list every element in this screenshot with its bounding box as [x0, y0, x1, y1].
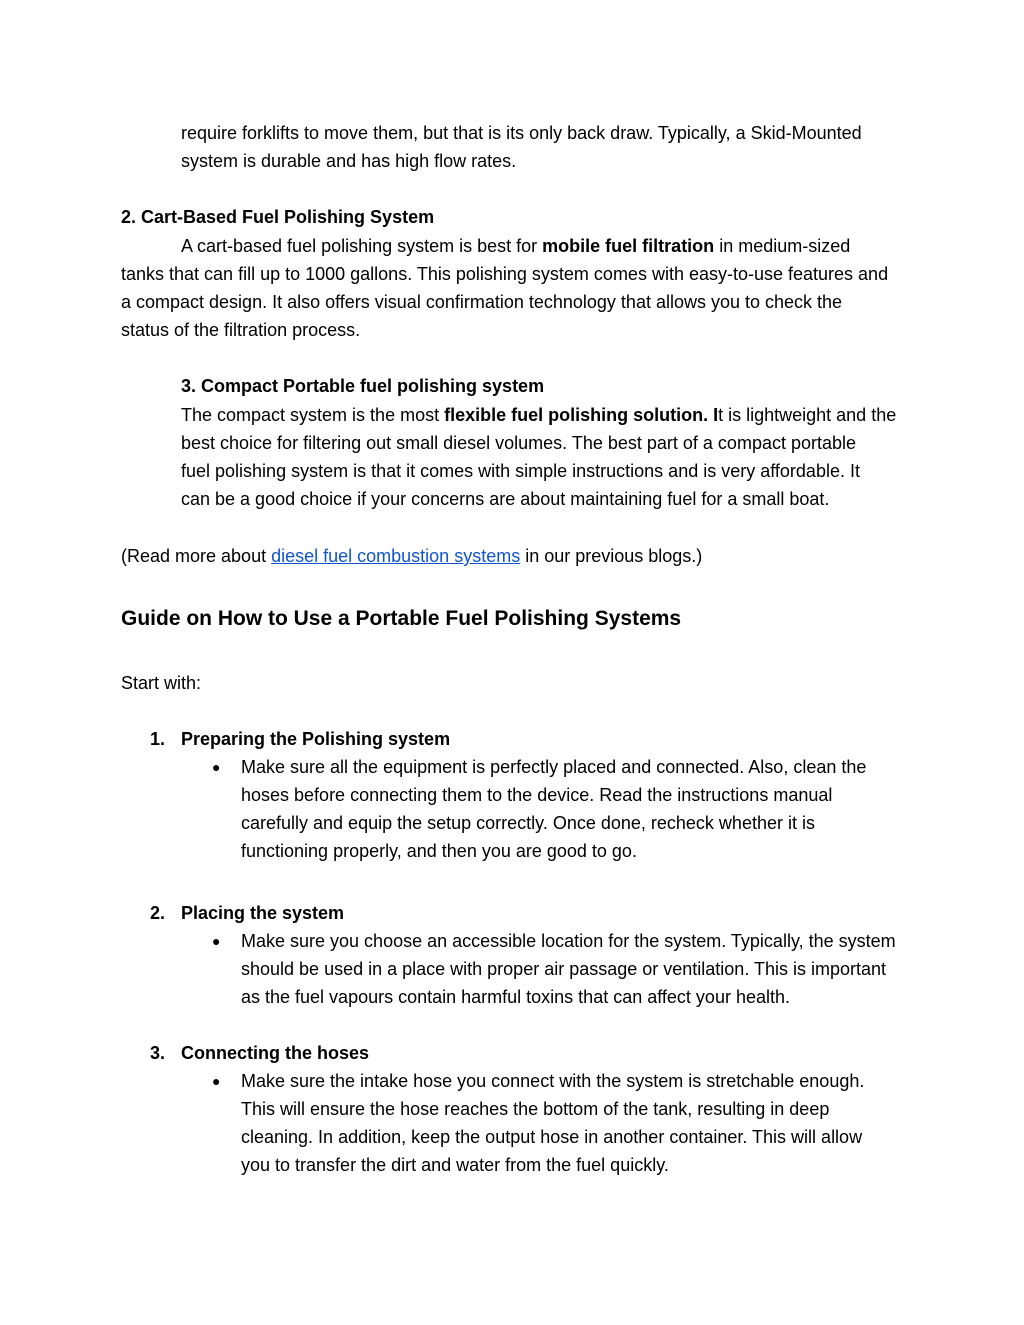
compact-paragraph-line-1: [181, 401, 896, 429]
read-more-line: [121, 542, 702, 570]
cart-paragraph-line-1: [181, 232, 850, 260]
compact-text: The compact system is the most: [181, 405, 445, 425]
intro-line-1: require forklifts to move them, but that is its only back draw. Typically, a Skid-Mounted: [181, 123, 862, 143]
cart-paragraph-line-4: status of the filtration process.: [121, 320, 361, 340]
compact-paragraph-line-2: best choice for filtering out small diesel volumes. The best part of a compact portable: [181, 433, 857, 453]
step-1-bullet-icon: ●: [212, 759, 221, 775]
step-3-line-4: you to transfer the dirt and water from the fuel quickly.: [241, 1155, 669, 1175]
cart-text: A cart-based fuel polishing system is best for: [181, 236, 543, 256]
step-1-line-2: hoses before connecting them to the device. Read the instructions manual: [241, 785, 833, 805]
step-3-title: Connecting the hoses: [181, 1043, 370, 1063]
compact-paragraph-line-4: can be a good choice if your concerns are about maintaining fuel for a small boat.: [181, 489, 830, 509]
intro-line-2: system is durable and has high flow rates.: [181, 151, 517, 171]
cart-paragraph-line-2: tanks that can fill up to 1000 gallons. This polishing system comes with easy-to-use features and: [121, 264, 889, 284]
step-2-line-2: should be used in a place with proper air passage or ventilation. This is important: [241, 959, 887, 979]
compact-text: t is lightweight and the: [718, 405, 897, 425]
cart-bold-text: mobile fuel filtration: [542, 236, 715, 256]
step-1-line-1: Make sure all the equipment is perfectly placed and connected. Also, clean the: [241, 757, 867, 777]
diesel-combustion-link[interactable]: diesel fuel combustion systems: [271, 546, 521, 566]
start-with-text: Start with:: [121, 673, 202, 693]
step-3-bullet-icon: ●: [212, 1073, 221, 1089]
cart-paragraph-line-3: a compact design. It also offers visual confirmation technology that allows you to check the: [121, 292, 843, 312]
step-1-line-3: carefully and equip the setup correctly. Once done, recheck whether it is: [241, 813, 815, 833]
step-3-line-3: cleaning. In addition, keep the output hose in another container. This will allow: [241, 1127, 863, 1147]
step-2-title: Placing the system: [181, 903, 345, 923]
step-1-number: 1.: [150, 729, 166, 749]
step-1-line-4: functioning properly, and then you are good to go.: [241, 841, 637, 861]
compact-bold-text: flexible fuel polishing solution. I: [444, 405, 719, 425]
step-3-line-1: Make sure the intake hose you connect with the system is stretchable enough.: [241, 1071, 865, 1091]
compact-heading: 3. Compact Portable fuel polishing system: [181, 376, 545, 396]
step-2-bullet-icon: ●: [212, 933, 221, 949]
compact-paragraph-line-3: fuel polishing system is that it comes with simple instructions and is very affordable. It: [181, 461, 860, 481]
step-2-number: 2.: [150, 903, 166, 923]
step-3-line-2: This will ensure the hose reaches the bottom of the tank, resulting in deep: [241, 1099, 830, 1119]
read-more-suffix: in our previous blogs.): [520, 546, 703, 566]
guide-heading: Guide on How to Use a Portable Fuel Polishing Systems: [121, 607, 682, 630]
cart-text: in medium-sized: [714, 236, 851, 256]
read-more-prefix: (Read more about: [121, 546, 272, 566]
step-2-line-1: Make sure you choose an accessible location for the system. Typically, the system: [241, 931, 896, 951]
step-2-line-3: as the fuel vapours contain harmful toxins that can affect your health.: [241, 987, 790, 1007]
step-3-number: 3.: [150, 1043, 166, 1063]
step-1-title: Preparing the Polishing system: [181, 729, 451, 749]
cart-heading: 2. Cart-Based Fuel Polishing System: [121, 207, 435, 227]
